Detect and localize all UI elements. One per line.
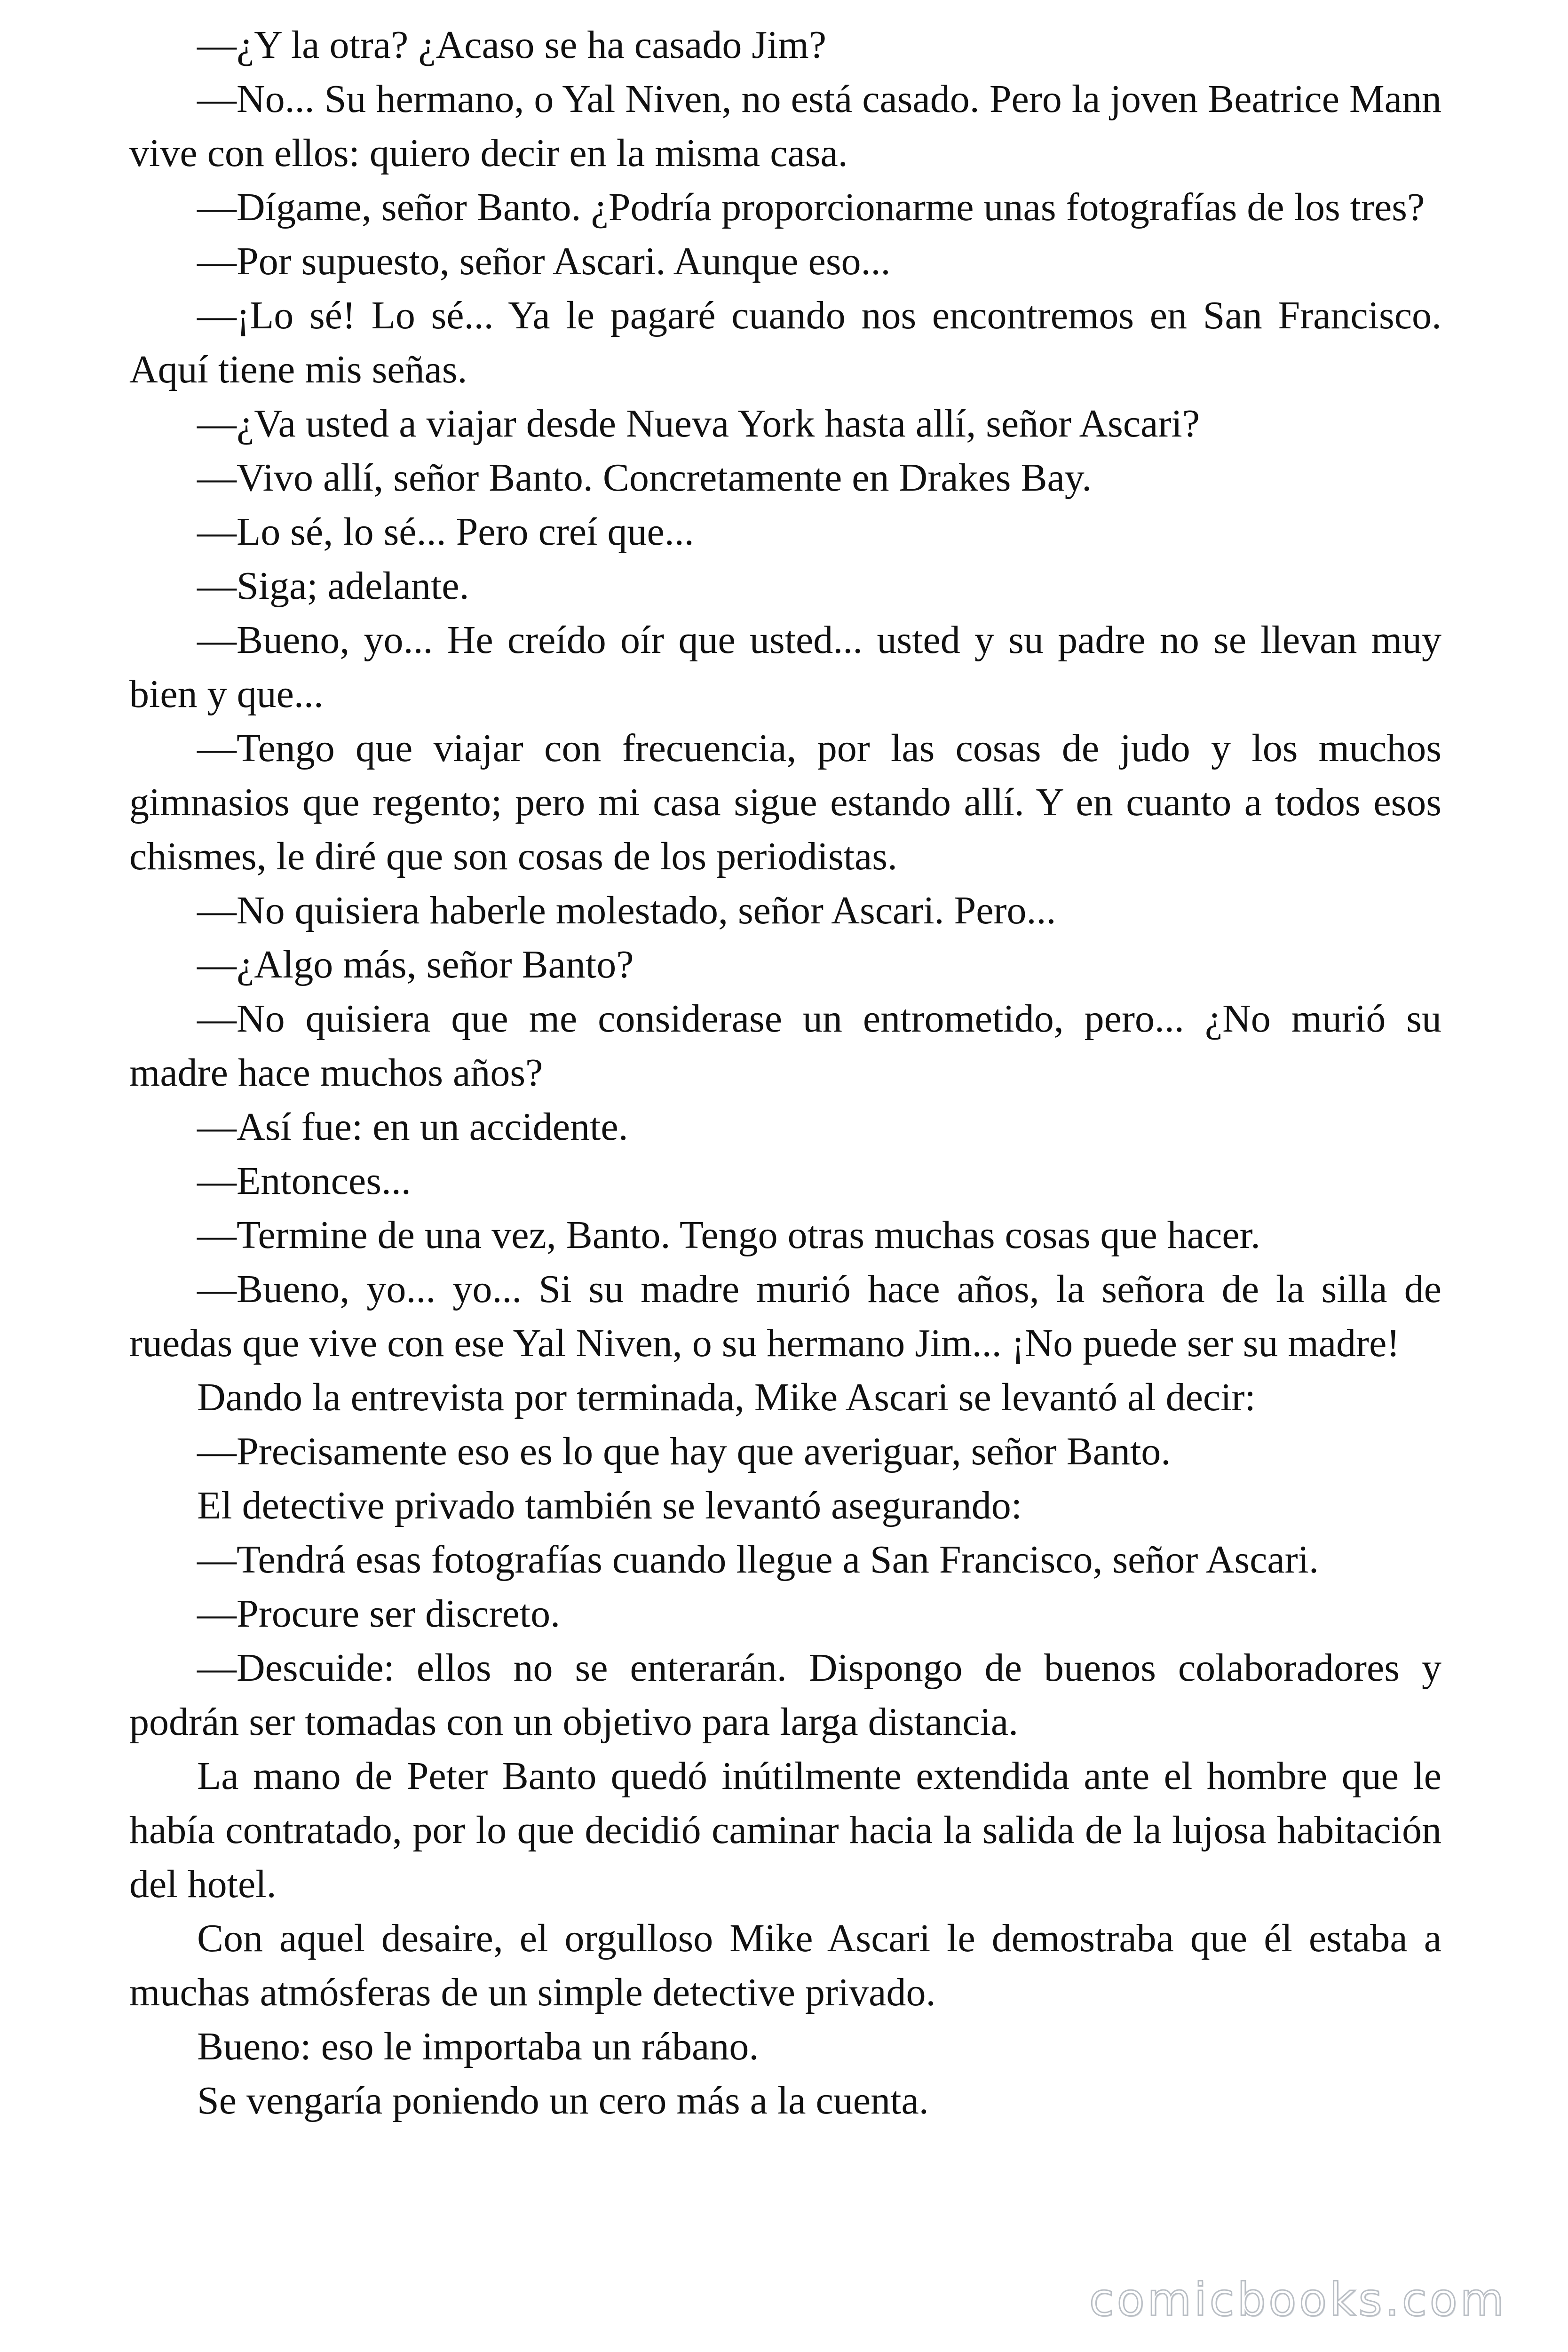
paragraph: —No... Su hermano, o Yal Niven, no está casado. Pero la joven Beatrice Mann vive con ellos: quiero decir en la misma casa. <box>129 77 1441 175</box>
paragraph: —Tendrá esas fotografías cuando llegue a San Francisco, señor Ascari. <box>197 1538 1319 1581</box>
paragraph: —Por supuesto, señor Ascari. Aunque eso... <box>197 239 891 283</box>
paragraph: Se vengaría poniendo un cero más a la cuenta. <box>197 2079 929 2122</box>
paragraph: —Lo sé, lo sé... Pero creí que... <box>197 510 694 554</box>
paragraph: —Así fue: en un accidente. <box>197 1105 628 1149</box>
paragraph: —Tengo que viajar con frecuencia, por las cosas de judo y los muchos gimnasios que regento; pero mi casa sigue estando allí. Y en cuanto a todos esos chismes, le diré que son cosas de los periodistas. <box>129 726 1441 878</box>
paragraph: —Siga; adelante. <box>197 564 469 608</box>
paragraph: —Precisamente eso es lo que hay que averiguar, señor Banto. <box>197 1430 1171 1473</box>
paragraph: Bueno: eso le importaba un rábano. <box>197 2025 759 2068</box>
paragraph: —Bueno, yo... He creído oír que usted... usted y su padre no se llevan muy bien y que... <box>129 618 1441 716</box>
paragraph: —Dígame, señor Banto. ¿Podría proporcionarme unas fotografías de los tres? <box>197 185 1425 229</box>
paragraph: —¿Va usted a viajar desde Nueva York hasta allí, señor Ascari? <box>197 402 1200 445</box>
paragraph: —¿Y la otra? ¿Acaso se ha casado Jim? <box>197 23 826 67</box>
body-text <box>129 18 1441 2128</box>
paragraph: —Bueno, yo... yo... Si su madre murió hace años, la señora de la silla de ruedas que vive con ese Yal Niven, o su hermano Jim... ¡No puede ser su madre! <box>129 1267 1441 1365</box>
paragraph: —Descuide: ellos no se enterarán. Dispongo de buenos colaboradores y podrán ser tomadas con un objetivo para larga distancia. <box>129 1646 1441 1744</box>
paragraph: —No quisiera haberle molestado, señor Ascari. Pero... <box>197 889 1056 932</box>
paragraph: —¿Algo más, señor Banto? <box>197 943 634 986</box>
paragraph: El detective privado también se levantó asegurando: <box>197 1484 1022 1527</box>
paragraph: Con aquel desaire, el orgulloso Mike Ascari le demostraba que él estaba a muchas atmósferas de un simple detective privado. <box>129 1916 1441 2014</box>
paragraph: —No quisiera que me considerase un entrometido, pero... ¿No murió su madre hace muchos años? <box>129 997 1441 1095</box>
paragraph: —Entonces... <box>197 1159 411 1203</box>
paragraph: —Vivo allí, señor Banto. Concretamente en Drakes Bay. <box>197 456 1092 500</box>
paragraph: —Termine de una vez, Banto. Tengo otras muchas cosas que hacer. <box>197 1213 1260 1257</box>
paragraph: —Procure ser discreto. <box>197 1592 561 1636</box>
paragraph: La mano de Peter Banto quedó inútilmente extendida ante el hombre que le había contratado, por lo que decidió caminar hacia la salida de la lujosa habitación del hotel. <box>129 1754 1441 1906</box>
paragraph: —¡Lo sé! Lo sé... Ya le pagaré cuando nos encontremos en San Francisco. Aquí tiene mis señas. <box>129 294 1441 391</box>
paragraph: Dando la entrevista por terminada, Mike Ascari se levantó al decir: <box>197 1375 1256 1419</box>
watermark: comicbooks.com <box>1089 2273 1507 2326</box>
